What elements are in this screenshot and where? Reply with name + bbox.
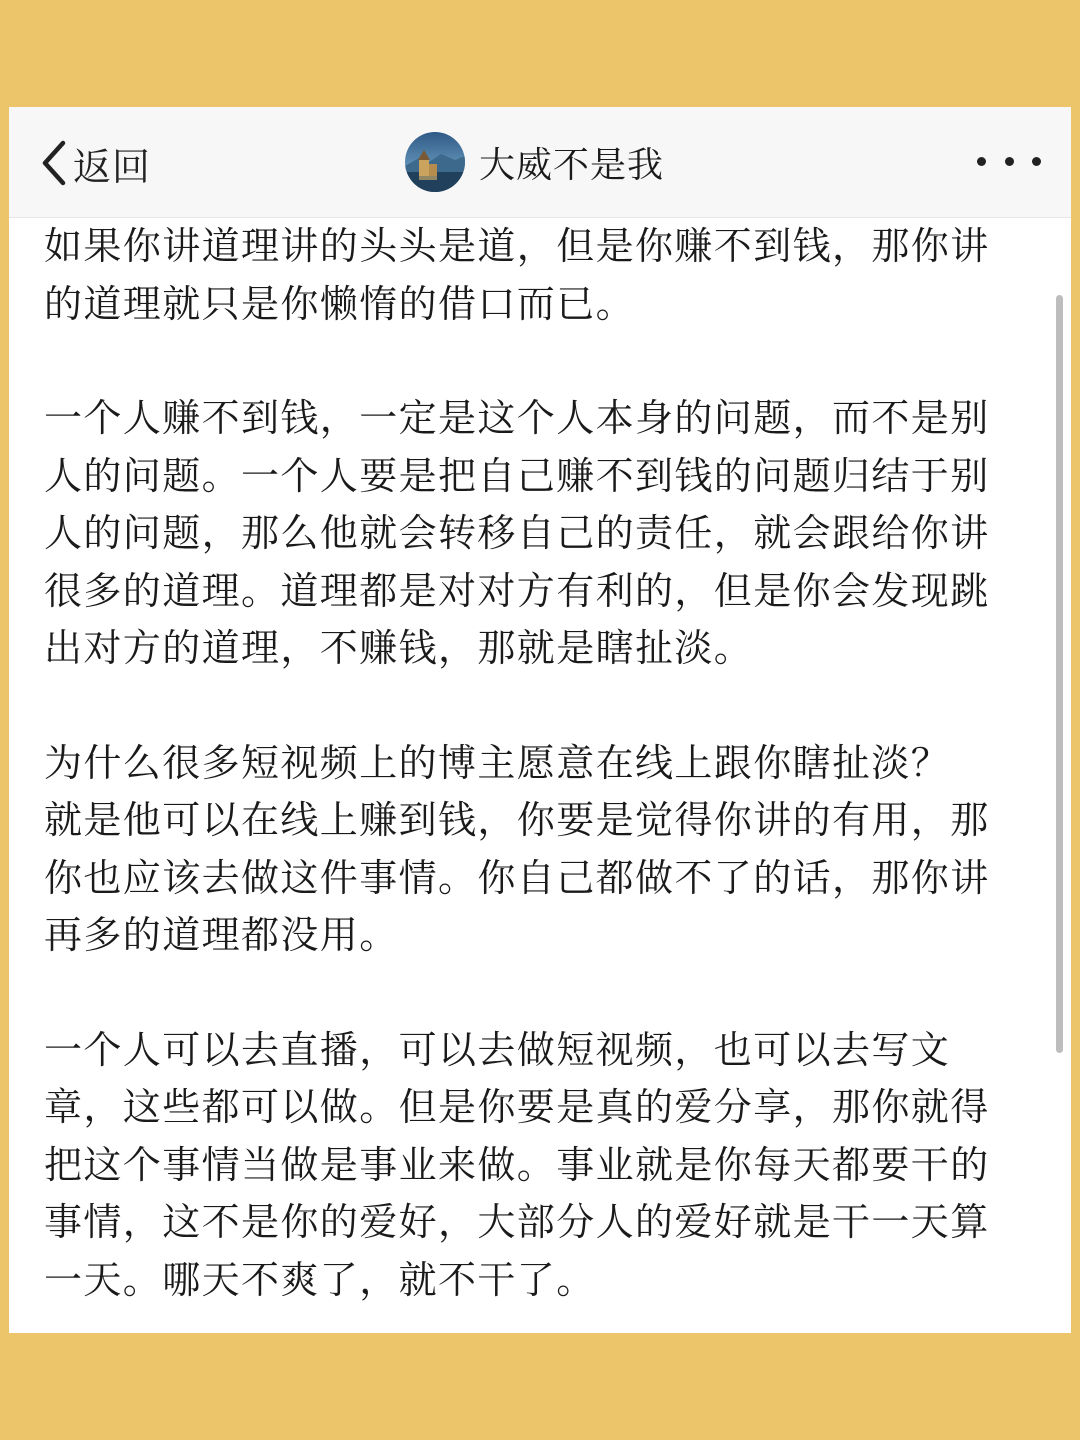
article-body: [44, 217, 1024, 1333]
navigation-bar: [9, 107, 1071, 218]
dot: [1005, 157, 1014, 166]
dot: [1032, 157, 1041, 166]
author-name[interactable]: 大威不是我: [479, 144, 665, 186]
more-dots-icon[interactable]: [977, 141, 1041, 181]
scrollbar[interactable]: [1056, 295, 1063, 1053]
dot: [977, 157, 986, 166]
article-paragraph: 如果你讲道理讲的头头是道，但是你赚不到钱，那你讲的道理就只是你懒惰的借口而已。: [44, 224, 990, 326]
screen: [9, 107, 1071, 1333]
chevron-left-icon: [37, 135, 71, 191]
article-paragraph: 一个人可以去直播，可以去做短视频，也可以去写文章，这些都可以做。但是你要是真的爱分享，那你就得把这个事情当做是事业来做。事业就是你每天都要干的事情，这不是你的爱好，大部分人的爱好就是干一天算一天。哪天不爽了，就不干了。: [44, 1027, 990, 1302]
author-info[interactable]: [405, 131, 664, 193]
article-paragraph: 为什么很多短视频上的博主愿意在线上跟你瞎扯淡？ 就是他可以在线上赚到钱，你要是觉得你讲的有用，那你也应该去做这件事情。你自己都做不了的话，那你讲再多的道理都没用。: [44, 740, 990, 957]
back-label: 返回: [73, 144, 152, 189]
avatar[interactable]: [405, 132, 465, 192]
back-button[interactable]: [37, 135, 151, 191]
article-paragraph: 一个人赚不到钱，一定是这个人本身的问题，而不是别人的问题。一个人要是把自己赚不到钱的问题归结于别人的问题，那么他就会转移自己的责任，就会跟给你讲很多的道理。道理都是对对方有利的，但是你会发现跳出对方的道理，不赚钱，那就是瞎扯淡。: [44, 396, 990, 670]
